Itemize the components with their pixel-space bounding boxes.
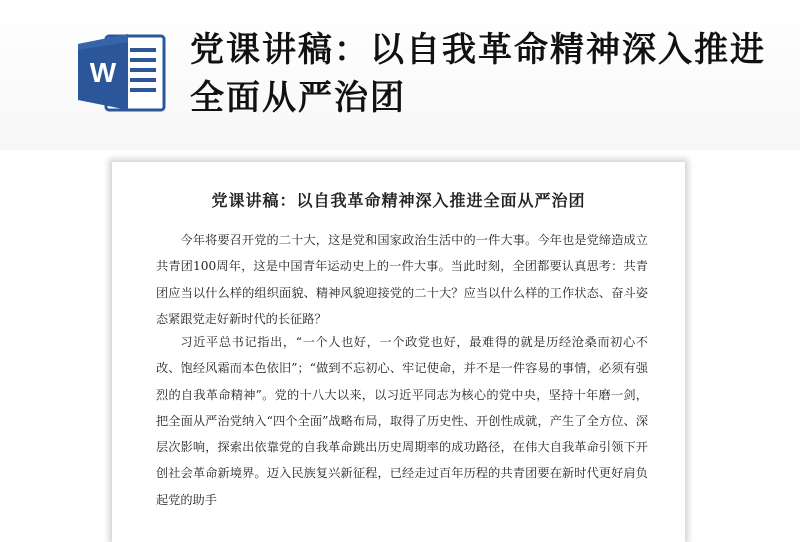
svg-text:W: W bbox=[89, 57, 117, 88]
header-banner bbox=[0, 0, 800, 150]
header-title: 党课讲稿：以自我革命精神深入推进全面从严治团 bbox=[190, 30, 766, 118]
document-title: 党课讲稿：以自我革命精神深入推进全面从严治团 bbox=[211, 191, 586, 210]
word-document-icon bbox=[76, 32, 168, 112]
paragraph-2: 习近平总书记指出，“一个人也好，一个政党也好，最难得的就是历经沧桑而初心不改、饱经风霜而本色依旧”；“做到不忘初心、牢记使命，并不是一件容易的事情，必须有强烈的自我革命精神”。党的十八大以来，以习近平同志为核心的党中央，坚持十年磨一剑，把全面从严治党纳入“四个全面”战略布局，取得了历史性、开创性成就，产生了全方位、深层次影响，探索出依靠党的自我革命跳出历史周期率的成功路径，在伟大自我革命引领下开创社会革命新境界。迈入民族复兴新征程，已经走过百年历程的共青团要在新时代更好肩负起党的助手 bbox=[156, 335, 648, 507]
paragraph-1: 今年将要召开党的二十大，这是党和国家政治生活中的一件大事。今年也是党缔造成立共青团100周年，这是中国青年运动史上的一件大事。当此时刻，全团都要认真思考：共青团应当以什么样的组织面貌、精神风貌迎接党的二十大？应当以什么样的工作状态、奋斗姿态紧跟党走好新时代的长征路？ bbox=[156, 233, 648, 326]
document-page bbox=[112, 162, 685, 542]
